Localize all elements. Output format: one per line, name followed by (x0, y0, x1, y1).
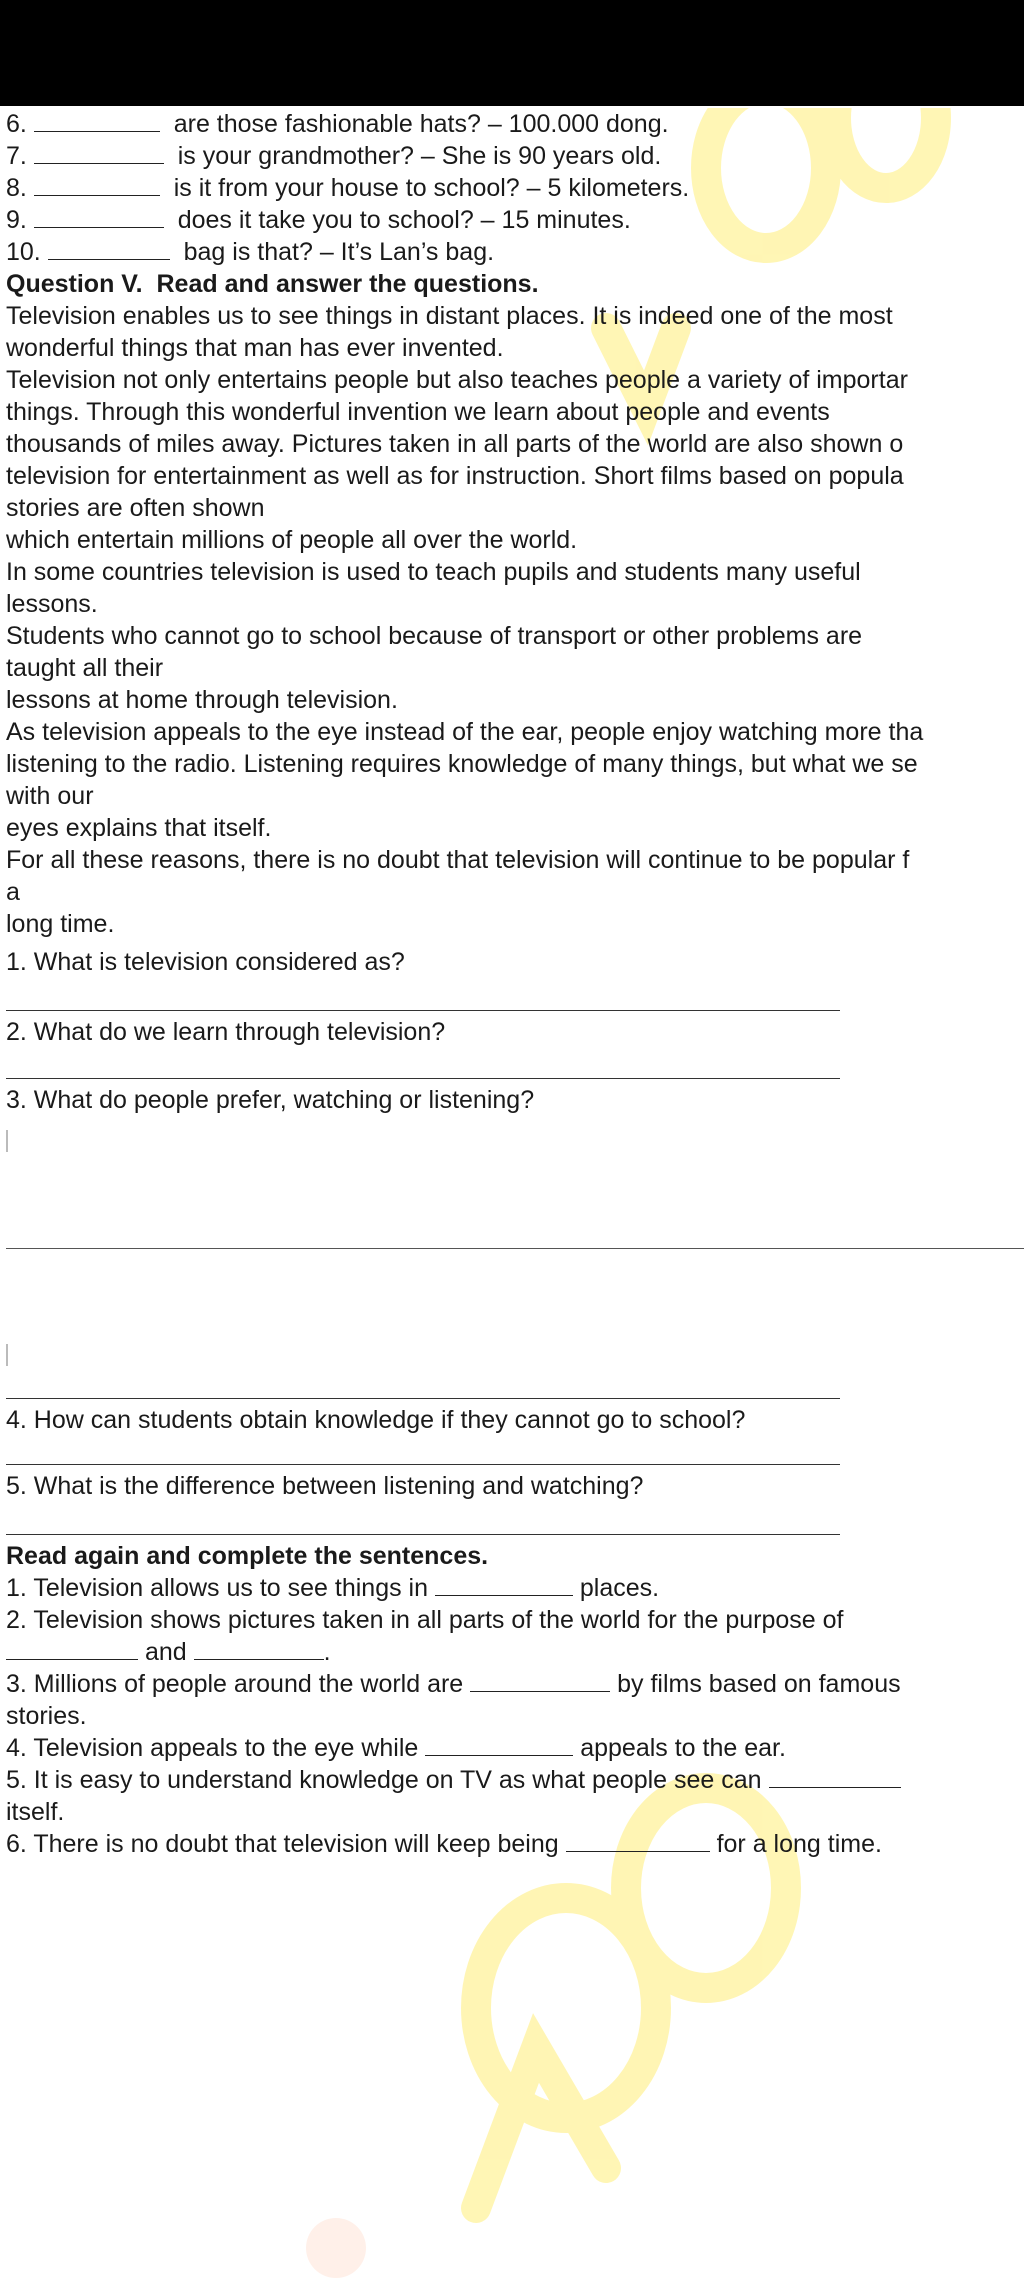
fill-in-item-9 (6, 204, 1024, 236)
answer-blank[interactable] (470, 1669, 610, 1692)
item-number: 9. (6, 206, 27, 234)
complete-sentence-4 (6, 1732, 1024, 1764)
item-number: 8. (6, 174, 27, 202)
complete-sentence-5-cont: itself. (6, 1798, 65, 1826)
question-2: 2. What do we learn through television? (6, 1018, 446, 1046)
passage-line: lessons. (6, 590, 98, 618)
question-4: 4. How can students obtain knowledge if they cannot go to school? (6, 1406, 746, 1434)
passage-line: television for entertainment as well as for instruction. Short films based on popula (6, 462, 904, 490)
fill-in-item-8 (6, 172, 1024, 204)
passage-line: Students who cannot go to school because of transport or other problems are (6, 622, 863, 650)
passage-line: stories are often shown (6, 494, 265, 522)
sentence-text: 1. Television allows us to see things in (6, 1574, 428, 1602)
sentence-text: 5. It is easy to understand knowledge on TV as what people see can (6, 1766, 762, 1794)
sentence-text: for a long time. (716, 1830, 882, 1858)
scan-mark (6, 1130, 8, 1152)
item-text: are those fashionable hats? – 100.000 dong. (173, 110, 669, 138)
item-text: is it from your house to school? – 5 kilometers. (173, 174, 690, 202)
complete-sentence-5 (6, 1764, 1024, 1796)
answer-line[interactable] (6, 1464, 840, 1465)
complete-sentence-3-cont: stories. (6, 1702, 87, 1730)
answer-blank[interactable] (34, 173, 160, 196)
item-text: does it take you to school? – 15 minutes. (177, 206, 631, 234)
passage-line: taught all their (6, 654, 164, 682)
answer-blank[interactable] (566, 1829, 710, 1852)
answer-blank[interactable] (769, 1765, 901, 1788)
complete-title: Read again and complete the sentences. (6, 1542, 489, 1570)
passage-line: In some countries television is used to teach pupils and students many useful (6, 558, 861, 586)
answer-blank[interactable] (48, 237, 170, 260)
sentence-text: places. (579, 1574, 660, 1602)
passage-line: wonderful things that man has ever invented. (6, 334, 504, 362)
complete-sentence-2-cont: and . (6, 1636, 1024, 1668)
passage-line: Television enables us to see things in distant places. It is indeed one of the most (6, 302, 893, 330)
answer-blank[interactable] (425, 1733, 573, 1756)
passage-line: long time. (6, 910, 115, 938)
fill-in-item-7 (6, 140, 1024, 172)
answer-line[interactable] (6, 1248, 1024, 1249)
passage-line: eyes explains that itself. (6, 814, 272, 842)
item-text: is your grandmother? – She is 90 years old. (177, 142, 662, 170)
sentence-text: 4. Television appeals to the eye while (6, 1734, 419, 1762)
scan-mark (6, 1344, 8, 1366)
passage-line: As television appeals to the eye instead of the ear, people enjoy watching more tha (6, 718, 924, 746)
answer-line[interactable] (6, 1398, 840, 1399)
status-bar-black (0, 0, 1024, 106)
question-3: 3. What do people prefer, watching or listening? (6, 1086, 535, 1114)
sentence-text: appeals to the ear. (580, 1734, 786, 1762)
answer-blank[interactable] (6, 1637, 138, 1660)
answer-blank[interactable] (34, 109, 160, 132)
answer-blank[interactable] (34, 205, 164, 228)
passage-line: things. Through this wonderful invention we learn about people and events (6, 398, 830, 426)
passage-line: with our (6, 782, 94, 810)
item-text: bag is that? – It’s Lan’s bag. (183, 238, 495, 266)
answer-blank[interactable] (194, 1637, 324, 1660)
fill-in-item-10 (6, 236, 1024, 268)
passage-line: lessons at home through television. (6, 686, 398, 714)
item-number: 10. (6, 238, 41, 266)
question-5: 5. What is the difference between listening and watching? (6, 1472, 644, 1500)
complete-sentence-1 (6, 1572, 1024, 1604)
fill-in-item-6 (6, 108, 1024, 140)
worksheet-page (6, 108, 1024, 2280)
passage-line: thousands of miles away. Pictures taken in all parts of the world are also shown o (6, 430, 904, 458)
item-number: 7. (6, 142, 27, 170)
complete-sentence-6 (6, 1828, 1024, 1860)
passage-line: which entertain millions of people all over the world. (6, 526, 578, 554)
passage-line: Television not only entertains people but also teaches people a variety of importar (6, 366, 908, 394)
sentence-text: 6. There is no doubt that television will keep being (6, 1830, 559, 1858)
complete-sentence-3 (6, 1668, 1024, 1700)
question-1: 1. What is television considered as? (6, 948, 405, 976)
complete-sentence-2: 2. Television shows pictures taken in all parts of the world for the purpose of (6, 1606, 844, 1634)
passage-line: a (6, 878, 20, 906)
passage-line: For all these reasons, there is no doubt that television will continue to be popular f (6, 846, 910, 874)
answer-line[interactable] (6, 1078, 840, 1079)
sentence-text: by films based on famous (617, 1670, 901, 1698)
passage-line: listening to the radio. Listening requires knowledge of many things, but what we se (6, 750, 918, 778)
sentence-text: and (144, 1638, 187, 1666)
sentence-text: 3. Millions of people around the world are (6, 1670, 464, 1698)
answer-blank[interactable] (34, 141, 164, 164)
item-number: 6. (6, 110, 27, 138)
answer-line[interactable] (6, 1010, 840, 1011)
section-title: Question V. Read and answer the questions. (6, 270, 539, 298)
answer-line[interactable] (6, 1534, 840, 1535)
answer-blank[interactable] (435, 1573, 573, 1596)
